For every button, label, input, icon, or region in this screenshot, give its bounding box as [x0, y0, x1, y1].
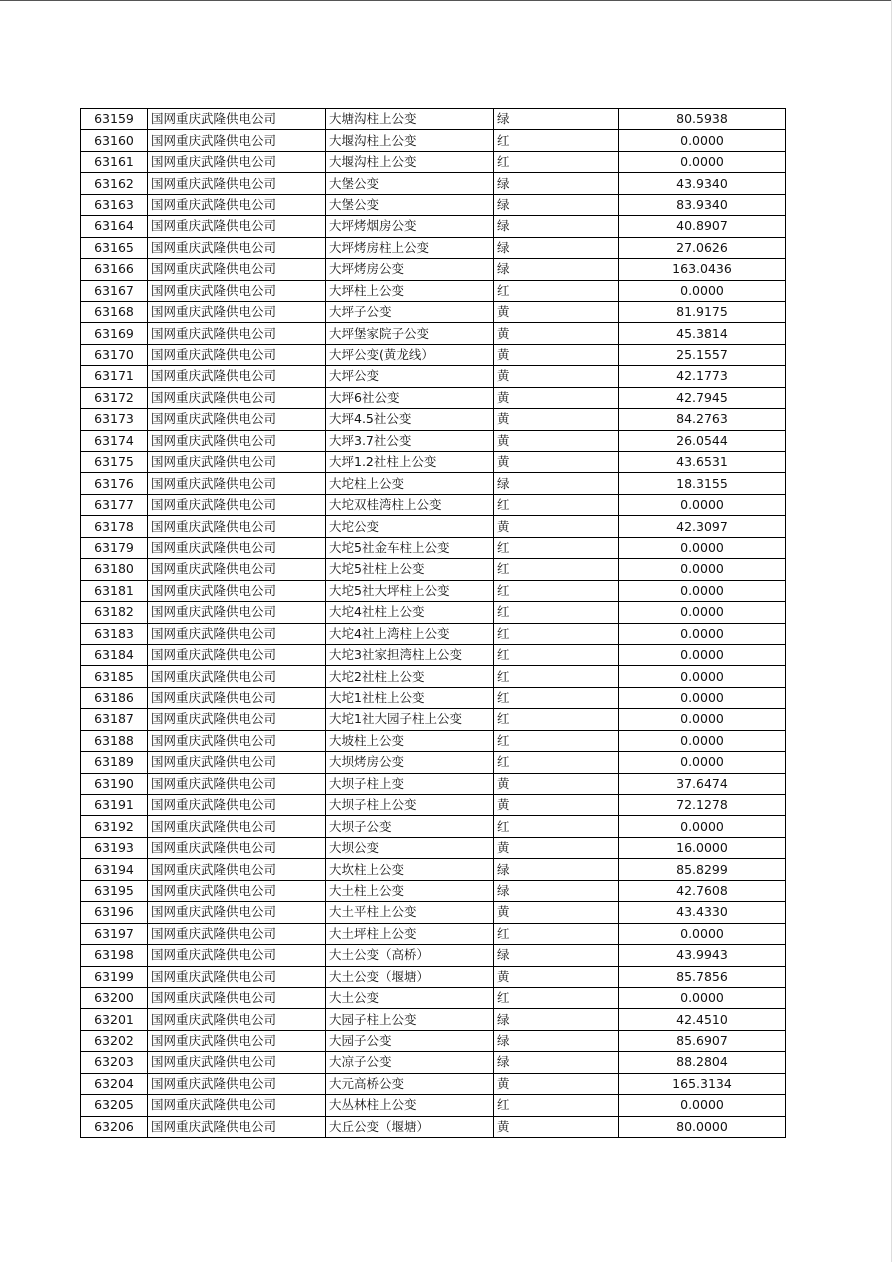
company-cell: 国网重庆武隆供电公司 — [148, 559, 326, 580]
transformer-name-cell: 大坝烤房公变 — [326, 752, 494, 773]
value-cell: 42.7608 — [619, 880, 786, 901]
value-cell: 0.0000 — [619, 494, 786, 515]
table-row — [81, 280, 786, 301]
value-cell: 43.6531 — [619, 452, 786, 473]
status-color-cell: 黄 — [494, 323, 619, 344]
transformer-name-cell: 大坝公变 — [326, 837, 494, 858]
transformer-name-cell: 大坪子公变 — [326, 301, 494, 322]
status-color-cell: 绿 — [494, 216, 619, 237]
status-color-cell: 红 — [494, 559, 619, 580]
company-cell: 国网重庆武隆供电公司 — [148, 387, 326, 408]
company-cell: 国网重庆武隆供电公司 — [148, 194, 326, 215]
status-color-cell: 黄 — [494, 1116, 619, 1137]
transformer-name-cell: 大坨5社柱上公变 — [326, 559, 494, 580]
transformer-name-cell: 大园子公变 — [326, 1030, 494, 1051]
value-cell: 45.3814 — [619, 323, 786, 344]
table-row — [81, 344, 786, 365]
status-color-cell: 红 — [494, 987, 619, 1008]
transformer-name-cell: 大坪柱上公变 — [326, 280, 494, 301]
row-id-cell: 63186 — [81, 687, 148, 708]
table-row — [81, 795, 786, 816]
company-cell: 国网重庆武隆供电公司 — [148, 987, 326, 1008]
row-id-cell: 63170 — [81, 344, 148, 365]
company-cell: 国网重庆武隆供电公司 — [148, 344, 326, 365]
status-color-cell: 绿 — [494, 473, 619, 494]
company-cell: 国网重庆武隆供电公司 — [148, 323, 326, 344]
company-cell: 国网重庆武隆供电公司 — [148, 109, 326, 130]
transformer-name-cell: 大土坪柱上公变 — [326, 923, 494, 944]
company-cell: 国网重庆武隆供电公司 — [148, 816, 326, 837]
table-row — [81, 301, 786, 322]
company-cell: 国网重庆武隆供电公司 — [148, 902, 326, 923]
value-cell: 27.0626 — [619, 237, 786, 258]
transformer-name-cell: 大坎柱上公变 — [326, 859, 494, 880]
row-id-cell: 63172 — [81, 387, 148, 408]
row-id-cell: 63182 — [81, 602, 148, 623]
status-color-cell: 红 — [494, 687, 619, 708]
value-cell: 0.0000 — [619, 687, 786, 708]
status-color-cell: 绿 — [494, 194, 619, 215]
value-cell: 0.0000 — [619, 623, 786, 644]
status-color-cell: 黄 — [494, 966, 619, 987]
page-top-rule — [0, 0, 892, 1]
status-color-cell: 绿 — [494, 173, 619, 194]
company-cell: 国网重庆武隆供电公司 — [148, 366, 326, 387]
value-cell: 0.0000 — [619, 537, 786, 558]
table-row — [81, 323, 786, 344]
company-cell: 国网重庆武隆供电公司 — [148, 430, 326, 451]
value-cell: 16.0000 — [619, 837, 786, 858]
company-cell: 国网重庆武隆供电公司 — [148, 237, 326, 258]
table-row — [81, 687, 786, 708]
table-row — [81, 452, 786, 473]
company-cell: 国网重庆武隆供电公司 — [148, 666, 326, 687]
company-cell: 国网重庆武隆供电公司 — [148, 837, 326, 858]
row-id-cell: 63189 — [81, 752, 148, 773]
value-cell: 0.0000 — [619, 644, 786, 665]
row-id-cell: 63168 — [81, 301, 148, 322]
company-cell: 国网重庆武隆供电公司 — [148, 452, 326, 473]
status-color-cell: 红 — [494, 666, 619, 687]
status-color-cell: 黄 — [494, 430, 619, 451]
status-color-cell: 红 — [494, 623, 619, 644]
row-id-cell: 63161 — [81, 151, 148, 172]
value-cell: 80.0000 — [619, 1116, 786, 1137]
transformer-name-cell: 大坪4.5社公变 — [326, 409, 494, 430]
status-color-cell: 红 — [494, 1095, 619, 1116]
transformer-name-cell: 大土平柱上公变 — [326, 902, 494, 923]
transformer-name-cell: 大坪1.2社柱上公变 — [326, 452, 494, 473]
transformer-name-cell: 大坪公变(黄龙线） — [326, 344, 494, 365]
table-row — [81, 559, 786, 580]
value-cell: 88.2804 — [619, 1052, 786, 1073]
transformer-name-cell: 大坪3.7社公变 — [326, 430, 494, 451]
row-id-cell: 63203 — [81, 1052, 148, 1073]
transformer-name-cell: 大坝子公变 — [326, 816, 494, 837]
company-cell: 国网重庆武隆供电公司 — [148, 151, 326, 172]
value-cell: 18.3155 — [619, 473, 786, 494]
value-cell: 163.0436 — [619, 259, 786, 280]
row-id-cell: 63179 — [81, 537, 148, 558]
value-cell: 0.0000 — [619, 130, 786, 151]
status-color-cell: 黄 — [494, 795, 619, 816]
table-row — [81, 1073, 786, 1094]
company-cell: 国网重庆武隆供电公司 — [148, 1030, 326, 1051]
table-row — [81, 773, 786, 794]
table-row — [81, 644, 786, 665]
table-row — [81, 409, 786, 430]
table-row — [81, 1052, 786, 1073]
status-color-cell: 黄 — [494, 387, 619, 408]
company-cell: 国网重庆武隆供电公司 — [148, 730, 326, 751]
company-cell: 国网重庆武隆供电公司 — [148, 966, 326, 987]
transformer-name-cell: 大土柱上公变 — [326, 880, 494, 901]
table-row — [81, 709, 786, 730]
company-cell: 国网重庆武隆供电公司 — [148, 644, 326, 665]
value-cell: 0.0000 — [619, 280, 786, 301]
status-color-cell: 红 — [494, 709, 619, 730]
company-cell: 国网重庆武隆供电公司 — [148, 259, 326, 280]
transformer-name-cell: 大凉子公变 — [326, 1052, 494, 1073]
status-color-cell: 红 — [494, 580, 619, 601]
row-id-cell: 63159 — [81, 109, 148, 130]
value-cell: 85.6907 — [619, 1030, 786, 1051]
company-cell: 国网重庆武隆供电公司 — [148, 216, 326, 237]
row-id-cell: 63199 — [81, 966, 148, 987]
row-id-cell: 63194 — [81, 859, 148, 880]
row-id-cell: 63181 — [81, 580, 148, 601]
status-color-cell: 红 — [494, 494, 619, 515]
table-row — [81, 1030, 786, 1051]
table-row — [81, 1095, 786, 1116]
value-cell: 0.0000 — [619, 752, 786, 773]
status-color-cell: 绿 — [494, 859, 619, 880]
value-cell: 0.0000 — [619, 580, 786, 601]
row-id-cell: 63178 — [81, 516, 148, 537]
value-cell: 85.7856 — [619, 966, 786, 987]
row-id-cell: 63196 — [81, 902, 148, 923]
value-cell: 80.5938 — [619, 109, 786, 130]
status-color-cell: 红 — [494, 923, 619, 944]
transformer-name-cell: 大土公变（高桥） — [326, 945, 494, 966]
table-row — [81, 837, 786, 858]
table-row — [81, 473, 786, 494]
company-cell: 国网重庆武隆供电公司 — [148, 280, 326, 301]
company-cell: 国网重庆武隆供电公司 — [148, 301, 326, 322]
table-row — [81, 130, 786, 151]
row-id-cell: 63192 — [81, 816, 148, 837]
value-cell: 42.4510 — [619, 1009, 786, 1030]
transformer-name-cell: 大坨1社大园子柱上公变 — [326, 709, 494, 730]
row-id-cell: 63201 — [81, 1009, 148, 1030]
transformer-name-cell: 大坨4社上湾柱上公变 — [326, 623, 494, 644]
table-row — [81, 880, 786, 901]
row-id-cell: 63195 — [81, 880, 148, 901]
transformer-name-cell: 大坝子柱上变 — [326, 773, 494, 794]
table-row — [81, 966, 786, 987]
row-id-cell: 63164 — [81, 216, 148, 237]
value-cell: 40.8907 — [619, 216, 786, 237]
transformer-name-cell: 大元高桥公变 — [326, 1073, 494, 1094]
row-id-cell: 63166 — [81, 259, 148, 280]
status-color-cell: 红 — [494, 602, 619, 623]
table-row — [81, 259, 786, 280]
row-id-cell: 63204 — [81, 1073, 148, 1094]
status-color-cell: 黄 — [494, 902, 619, 923]
table-row — [81, 816, 786, 837]
value-cell: 25.1557 — [619, 344, 786, 365]
company-cell: 国网重庆武隆供电公司 — [148, 795, 326, 816]
transformer-name-cell: 大丛林柱上公变 — [326, 1095, 494, 1116]
transformer-name-cell: 大堰沟柱上公变 — [326, 130, 494, 151]
company-cell: 国网重庆武隆供电公司 — [148, 537, 326, 558]
status-color-cell: 黄 — [494, 773, 619, 794]
row-id-cell: 63187 — [81, 709, 148, 730]
value-cell: 165.3134 — [619, 1073, 786, 1094]
company-cell: 国网重庆武隆供电公司 — [148, 602, 326, 623]
transformer-name-cell: 大坪烤房公变 — [326, 259, 494, 280]
value-cell: 85.8299 — [619, 859, 786, 880]
status-color-cell: 黄 — [494, 1073, 619, 1094]
table-row — [81, 366, 786, 387]
status-color-cell: 红 — [494, 280, 619, 301]
company-cell: 国网重庆武隆供电公司 — [148, 752, 326, 773]
company-cell: 国网重庆武隆供电公司 — [148, 1009, 326, 1030]
table-row — [81, 173, 786, 194]
row-id-cell: 63184 — [81, 644, 148, 665]
status-color-cell: 绿 — [494, 109, 619, 130]
transformer-name-cell: 大堡公变 — [326, 194, 494, 215]
company-cell: 国网重庆武隆供电公司 — [148, 623, 326, 644]
value-cell: 72.1278 — [619, 795, 786, 816]
value-cell: 83.9340 — [619, 194, 786, 215]
company-cell: 国网重庆武隆供电公司 — [148, 687, 326, 708]
table-row — [81, 109, 786, 130]
transformer-name-cell: 大坨5社金车柱上公变 — [326, 537, 494, 558]
table-row — [81, 623, 786, 644]
status-color-cell: 黄 — [494, 452, 619, 473]
status-color-cell: 黄 — [494, 409, 619, 430]
value-cell: 42.1773 — [619, 366, 786, 387]
transformer-name-cell: 大土公变 — [326, 987, 494, 1008]
status-color-cell: 红 — [494, 130, 619, 151]
status-color-cell: 黄 — [494, 366, 619, 387]
status-color-cell: 绿 — [494, 1030, 619, 1051]
status-color-cell: 红 — [494, 730, 619, 751]
value-cell: 43.9943 — [619, 945, 786, 966]
row-id-cell: 63173 — [81, 409, 148, 430]
company-cell: 国网重庆武隆供电公司 — [148, 880, 326, 901]
value-cell: 0.0000 — [619, 1095, 786, 1116]
value-cell: 0.0000 — [619, 709, 786, 730]
row-id-cell: 63190 — [81, 773, 148, 794]
status-color-cell: 绿 — [494, 237, 619, 258]
table-row — [81, 859, 786, 880]
status-color-cell: 黄 — [494, 301, 619, 322]
value-cell: 84.2763 — [619, 409, 786, 430]
transformer-name-cell: 大坨公变 — [326, 516, 494, 537]
row-id-cell: 63205 — [81, 1095, 148, 1116]
table-row — [81, 987, 786, 1008]
transformer-name-cell: 大坪公变 — [326, 366, 494, 387]
value-cell: 81.9175 — [619, 301, 786, 322]
row-id-cell: 63180 — [81, 559, 148, 580]
company-cell: 国网重庆武隆供电公司 — [148, 173, 326, 194]
transformer-name-cell: 大坡柱上公变 — [326, 730, 494, 751]
table-row — [81, 237, 786, 258]
transformer-name-cell: 大园子柱上公变 — [326, 1009, 494, 1030]
transformer-name-cell: 大坨双桂湾柱上公变 — [326, 494, 494, 515]
transformer-name-cell: 大坨2社柱上公变 — [326, 666, 494, 687]
value-cell: 42.3097 — [619, 516, 786, 537]
table-row — [81, 580, 786, 601]
table-row — [81, 516, 786, 537]
row-id-cell: 63193 — [81, 837, 148, 858]
company-cell: 国网重庆武隆供电公司 — [148, 1095, 326, 1116]
value-cell: 0.0000 — [619, 666, 786, 687]
row-id-cell: 63202 — [81, 1030, 148, 1051]
row-id-cell: 63165 — [81, 237, 148, 258]
status-color-cell: 黄 — [494, 837, 619, 858]
table-row — [81, 216, 786, 237]
status-color-cell: 绿 — [494, 259, 619, 280]
status-color-cell: 红 — [494, 151, 619, 172]
row-id-cell: 63200 — [81, 987, 148, 1008]
row-id-cell: 63175 — [81, 452, 148, 473]
company-cell: 国网重庆武隆供电公司 — [148, 1116, 326, 1137]
transformer-name-cell: 大坪烤房柱上公变 — [326, 237, 494, 258]
value-cell: 42.7945 — [619, 387, 786, 408]
table-row — [81, 902, 786, 923]
company-cell: 国网重庆武隆供电公司 — [148, 580, 326, 601]
row-id-cell: 63183 — [81, 623, 148, 644]
table-row — [81, 945, 786, 966]
transformer-name-cell: 大坪6社公变 — [326, 387, 494, 408]
transformer-name-cell: 大坨1社柱上公变 — [326, 687, 494, 708]
table-row — [81, 602, 786, 623]
row-id-cell: 63171 — [81, 366, 148, 387]
status-color-cell: 红 — [494, 816, 619, 837]
row-id-cell: 63177 — [81, 494, 148, 515]
table-row — [81, 194, 786, 215]
company-cell: 国网重庆武隆供电公司 — [148, 923, 326, 944]
row-id-cell: 63191 — [81, 795, 148, 816]
company-cell: 国网重庆武隆供电公司 — [148, 1073, 326, 1094]
transformer-name-cell: 大堡公变 — [326, 173, 494, 194]
transformer-name-cell: 大塘沟柱上公变 — [326, 109, 494, 130]
value-cell: 0.0000 — [619, 730, 786, 751]
transformer-name-cell: 大坪烤烟房公变 — [326, 216, 494, 237]
company-cell: 国网重庆武隆供电公司 — [148, 945, 326, 966]
value-cell: 26.0544 — [619, 430, 786, 451]
table-row — [81, 494, 786, 515]
row-id-cell: 63169 — [81, 323, 148, 344]
company-cell: 国网重庆武隆供电公司 — [148, 773, 326, 794]
table-body — [81, 109, 786, 1138]
value-cell: 0.0000 — [619, 151, 786, 172]
table-row — [81, 923, 786, 944]
status-color-cell: 黄 — [494, 516, 619, 537]
table-row — [81, 752, 786, 773]
table-row — [81, 730, 786, 751]
transformer-name-cell: 大坨5社大坪柱上公变 — [326, 580, 494, 601]
table-row — [81, 666, 786, 687]
row-id-cell: 63160 — [81, 130, 148, 151]
row-id-cell: 63188 — [81, 730, 148, 751]
value-cell: 0.0000 — [619, 602, 786, 623]
transformer-name-cell: 大坨柱上公变 — [326, 473, 494, 494]
value-cell: 43.9340 — [619, 173, 786, 194]
row-id-cell: 63185 — [81, 666, 148, 687]
status-color-cell: 红 — [494, 537, 619, 558]
status-color-cell: 红 — [494, 644, 619, 665]
row-id-cell: 63176 — [81, 473, 148, 494]
table-row — [81, 387, 786, 408]
transformer-name-cell: 大丘公变（堰塘） — [326, 1116, 494, 1137]
company-cell: 国网重庆武隆供电公司 — [148, 494, 326, 515]
transformer-name-cell: 大坨4社柱上公变 — [326, 602, 494, 623]
row-id-cell: 63174 — [81, 430, 148, 451]
transformer-name-cell: 大堰沟柱上公变 — [326, 151, 494, 172]
row-id-cell: 63163 — [81, 194, 148, 215]
data-table — [80, 108, 786, 1138]
company-cell: 国网重庆武隆供电公司 — [148, 516, 326, 537]
table-row — [81, 1009, 786, 1030]
table-row — [81, 1116, 786, 1137]
company-cell: 国网重庆武隆供电公司 — [148, 1052, 326, 1073]
status-color-cell: 绿 — [494, 880, 619, 901]
status-color-cell: 绿 — [494, 1052, 619, 1073]
value-cell: 37.6474 — [619, 773, 786, 794]
status-color-cell: 绿 — [494, 1009, 619, 1030]
company-cell: 国网重庆武隆供电公司 — [148, 130, 326, 151]
row-id-cell: 63206 — [81, 1116, 148, 1137]
row-id-cell: 63197 — [81, 923, 148, 944]
value-cell: 43.4330 — [619, 902, 786, 923]
transformer-name-cell: 大土公变（堰塘） — [326, 966, 494, 987]
transformer-name-cell: 大坨3社家担湾柱上公变 — [326, 644, 494, 665]
company-cell: 国网重庆武隆供电公司 — [148, 859, 326, 880]
value-cell: 0.0000 — [619, 987, 786, 1008]
value-cell: 0.0000 — [619, 559, 786, 580]
row-id-cell: 63162 — [81, 173, 148, 194]
company-cell: 国网重庆武隆供电公司 — [148, 709, 326, 730]
value-cell: 0.0000 — [619, 816, 786, 837]
table-row — [81, 537, 786, 558]
table-row — [81, 151, 786, 172]
status-color-cell: 黄 — [494, 344, 619, 365]
row-id-cell: 63198 — [81, 945, 148, 966]
company-cell: 国网重庆武隆供电公司 — [148, 409, 326, 430]
transformer-name-cell: 大坪堡家院子公变 — [326, 323, 494, 344]
company-cell: 国网重庆武隆供电公司 — [148, 473, 326, 494]
transformer-name-cell: 大坝子柱上公变 — [326, 795, 494, 816]
table-row — [81, 430, 786, 451]
status-color-cell: 红 — [494, 752, 619, 773]
status-color-cell: 绿 — [494, 945, 619, 966]
row-id-cell: 63167 — [81, 280, 148, 301]
value-cell: 0.0000 — [619, 923, 786, 944]
